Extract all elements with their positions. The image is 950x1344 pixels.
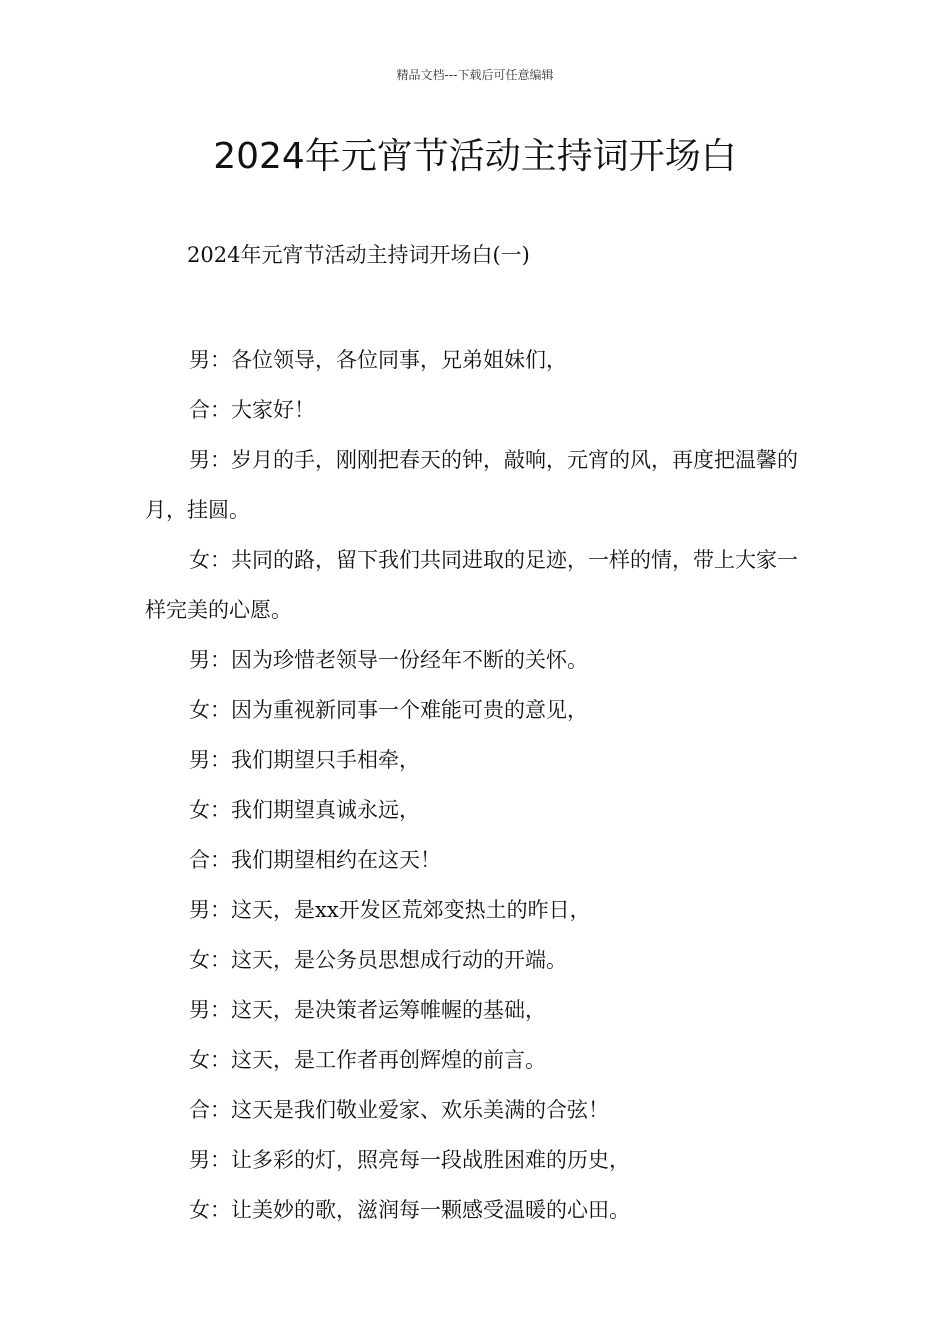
document-body — [145, 335, 810, 1235]
paragraph: 男：因为珍惜老领导一份经年不断的关怀。 — [189, 648, 588, 672]
paragraph: 男：让多彩的灯，照亮每一段战胜困难的历史， — [189, 1148, 630, 1172]
section-heading: 2024年元宵节活动主持词开场白(一) — [187, 243, 530, 267]
paragraph: 合：大家好！ — [189, 398, 315, 422]
paragraph: 男：各位领导，各位同事，兄弟姐妹们， — [189, 348, 567, 372]
paragraph: 女：让美妙的歌，滋润每一颗感受温暖的心田。 — [189, 1198, 630, 1222]
paragraph: 男：这天，是xx开发区荒郊变热土的昨日， — [189, 898, 591, 922]
paragraph: 合：这天是我们敬业爱家、欢乐美满的合弦！ — [189, 1098, 609, 1122]
paragraph: 男：这天，是决策者运筹帷幄的基础， — [189, 998, 546, 1022]
paragraph: 女：这天，是工作者再创辉煌的前言。 — [189, 1048, 546, 1072]
paragraph: 男：我们期望只手相牵， — [189, 748, 420, 772]
paragraph: 女：我们期望真诚永远， — [189, 798, 420, 822]
paragraph: 男：岁月的手，刚刚把春天的钟，敲响，元宵的风，再度把温馨的月，挂圆。 — [145, 448, 798, 522]
document-title: 2024年元宵节活动主持词开场白 — [213, 136, 737, 177]
paragraph: 合：我们期望相约在这天！ — [189, 848, 441, 872]
document-header-note: 精品文档---下载后可任意编辑 — [396, 68, 554, 82]
paragraph: 女：因为重视新同事一个难能可贵的意见， — [189, 698, 588, 722]
paragraph: 女：共同的路，留下我们共同进取的足迹，一样的情，带上大家一样完美的心愿。 — [145, 548, 798, 622]
paragraph: 女：这天，是公务员思想成行动的开端。 — [189, 948, 567, 972]
